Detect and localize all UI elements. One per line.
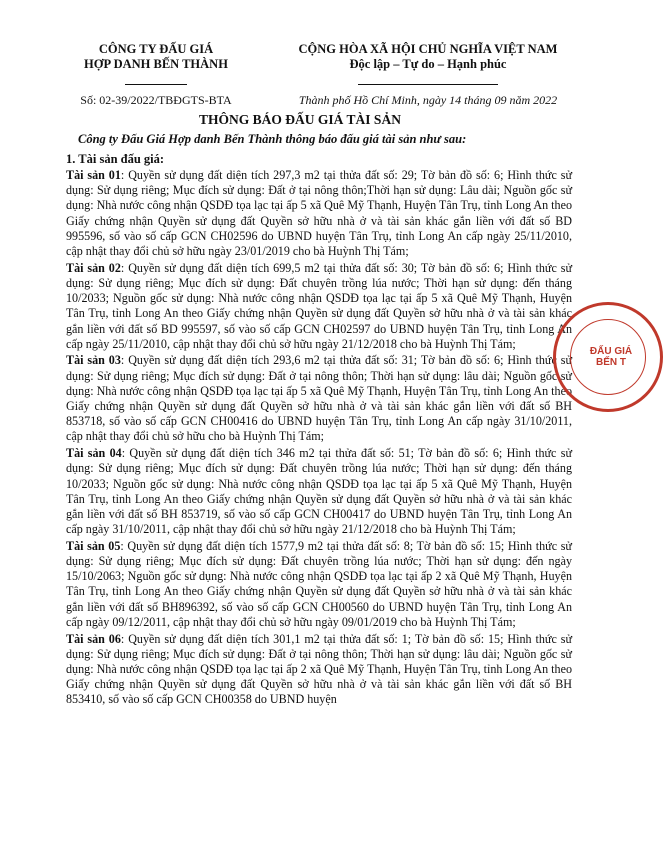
- asset-paragraph: [66, 168, 572, 259]
- header-underline-right: [358, 84, 498, 85]
- asset-description: : Quyền sử dụng đất diện tích 346 m2 tại thửa đất số: 51; Tờ bản đồ số: 6; Hình thức sử dụng: Sử dụng riêng; Mục đích sử dụng: Đất chuyên trồng lúa nước; Thời hạn sử dụng: đến tháng 10/2033; Nguồn gốc sử dụng: Nhà nước công nhận QSDĐ tọa lạc tại ấp 5 xã Quê Mỹ Thạnh, Huyện Tân Trụ, tỉnh Long An theo Giấy chứng nhận Quyền sử dụng đất Quyền sở hữu nhà ở và tài sản khác gắn liền với đất số BH 853719, số vào số cấp GCN CH00417 do UBND huyện Tân Trụ, tỉnh Long An cấp ngày 31/10/2011, cập nhật thay đổi chủ sở hữu ngày 21/12/2018 cho bà Huỳnh Thị Tám;: [66, 446, 573, 537]
- asset-paragraph: [66, 261, 572, 352]
- reference-number: Số: 02-39/2022/TBĐGTS-BTA: [80, 93, 232, 107]
- nation-name: CỘNG HÒA XÃ HỘI CHỦ NGHĨA VIỆT NAM: [298, 42, 558, 56]
- national-header-block: [278, 42, 578, 108]
- asset-paragraph: [66, 632, 572, 708]
- asset-description: : Quyền sử dụng đất diện tích 301,1 m2 tại thửa đất số: 1; Tờ bản đồ số: 15; Hình thức sử dụng: Sử dụng riêng; Mục đích sử dụng: Đất ở tại nông thôn; Thời hạn sử dụng: lâu dài; Nguồn gốc sử dụng: Nhà nước công nhận QSDĐ tọa lạc tại ấp 2 xã Quê Mỹ Thạnh, Huyện Tân Trụ, tỉnh Long An theo Giấy chứng nhận Quyền sử dụng đất Quyền sở hữu nhà ở và tài sản khác gắn liền với đất số BH 853410, số vào số cấp GCN CH00358 do UBND huyện: [66, 631, 572, 707]
- asset-paragraph: [66, 353, 572, 444]
- asset-label: Tài sản 05: [66, 538, 121, 553]
- asset-label: Tài sản 06: [66, 631, 121, 646]
- asset-description: : Quyền sử dụng đất diện tích 699,5 m2 tại thửa đất số: 30; Tờ bản đồ số: 6; Hình thức sử dụng: Sử dụng riêng; Mục đích sử dụng: Đất chuyên trồng lúa nước; Thời hạn sử dụng: đến tháng 10/2033; Nguồn gốc sử dụng: Nhà nước công nhận QSDĐ tọa lạc tại ấp 5 xã Quê Mỹ Thạnh, Huyện Tân Trụ, tỉnh Long An theo Giấy chứng nhận Quyền sử dụng đất Quyền sở hữu nhà ở và tài sản khác gắn liền với đất số BD 995597, số vào số cấp GCN CH02597 do UBND huyện Tân Trụ, tỉnh Long An cấp ngày 25/11/2010, cập nhật thay đổi chủ sở hữu ngày 21/12/2018 cho bà Huỳnh Thị Tám;: [66, 260, 572, 351]
- national-motto: Độc lập – Tự do – Hạnh phúc: [349, 57, 507, 71]
- header-underline-left: [125, 84, 187, 85]
- company-seal-stamp: [553, 302, 663, 412]
- section-heading: 1. Tài sản đấu giá:: [66, 152, 165, 166]
- intro-line: Công ty Đấu Giá Hợp danh Bến Thành thông báo đấu giá tài sản như sau:: [78, 132, 467, 146]
- asset-paragraph: [66, 539, 572, 630]
- asset-list: [66, 168, 572, 709]
- seal-text: ĐẤU GIÁ BẾN T: [589, 346, 633, 368]
- asset-label: Tài sản 01: [66, 168, 121, 182]
- asset-description: : Quyền sử dụng đất diện tích 1577,9 m2 tại thửa đất số: 8; Tờ bản đồ số: 15; Hình thức sử dụng: Sử dụng riêng; Mục đích sử dụng: Đất chuyên trồng lúa nước; Thời hạn sử dụng: đến ngày 15/10/2063; Nguồn gốc sử dụng: Nhà nước công nhận QSDĐ tọa lạc tại ấp 2 xã Quê Mỹ Thạnh, Huyện Tân Trụ, tỉnh Long An theo Giấy chứng nhận Quyền sử dụng đất Quyền sở hữu nhà ở và tài sản khác gắn liền với đất số BH896392, số vào số cấp GCN CH00560 do UBND huyện Tân Trụ, tỉnh Long An cấp ngày 09/12/2011, cập nhật thay đổi chủ sở hữu ngày 09/01/2019 cho bà Huỳnh Thị Tám;: [66, 538, 572, 629]
- place-date: Thành phố Hồ Chí Minh, ngày 14 tháng 09 năm 2022: [298, 93, 558, 107]
- company-name-line1: CÔNG TY ĐẤU GIÁ: [98, 42, 214, 56]
- asset-label: Tài sản 02: [66, 260, 121, 275]
- asset-paragraph: [66, 446, 572, 537]
- asset-label: Tài sản 04: [66, 446, 122, 461]
- asset-description: : Quyền sử dụng đất diện tích 297,3 m2 tại thửa đất số: 29; Tờ bản đồ số: 6; Hình thức sử dụng: Sử dụng riêng; Mục đích sử dụng: Đất ở tại nông thôn;Thời hạn sử dụng: Lâu dài; Nguồn gốc sử dụng: Nhà nước công nhận QSDĐ tọa lạc tại ấp 5 xã Quê Mỹ Thạnh, Huyện Tân Trụ, tỉnh Long An theo Giấy chứng nhận Quyền sử dụng đất Quyền sở hữu nhà ở và tài sản khác gắn liền với đất số BD 995596, số vào số cấp GCN CH02596 do UBND huyện Tân Trụ, tỉnh Long An cấp ngày 25/11/2010, cập nhật thay đổi chủ sở hữu ngày 23/01/2019 cho bà Huỳnh Thị Tám;: [66, 168, 572, 259]
- company-name-line2: HỢP DANH BẾN THÀNH: [84, 57, 228, 71]
- seal-inner-ring: [570, 319, 646, 395]
- asset-description: : Quyền sử dụng đất diện tích 293,6 m2 tại thửa đất số: 31; Tờ bản đồ số: 6; Hình thức sử dụng: Sử dụng riêng; Mục đích sử dụng: Đất ở tại nông thôn; Thời hạn sử dụng: lâu dài; Nguồn gốc sử dụng: Nhà nước công nhận QSDĐ tọa lạc tại ấp 5 xã Quê Mỹ Thạnh, Huyện Tân Trụ, tỉnh Long An theo Giấy chứng nhận Quyền sử dụng đất Quyền sở hữu nhà ở và tài sản khác gắn liền với đất số BH 853718, số vào số cấp GCN CH00416 do UBND huyện Tân Trụ, tỉnh Long An cấp ngày 31/10/2011, cập nhật thay đổi chủ sở hữu cho bà Huỳnh Thị Tám;: [66, 353, 572, 444]
- asset-label: Tài sản 03: [66, 353, 121, 368]
- issuer-block: [56, 42, 256, 108]
- document-title: THÔNG BÁO ĐẤU GIÁ TÀI SẢN: [199, 112, 401, 127]
